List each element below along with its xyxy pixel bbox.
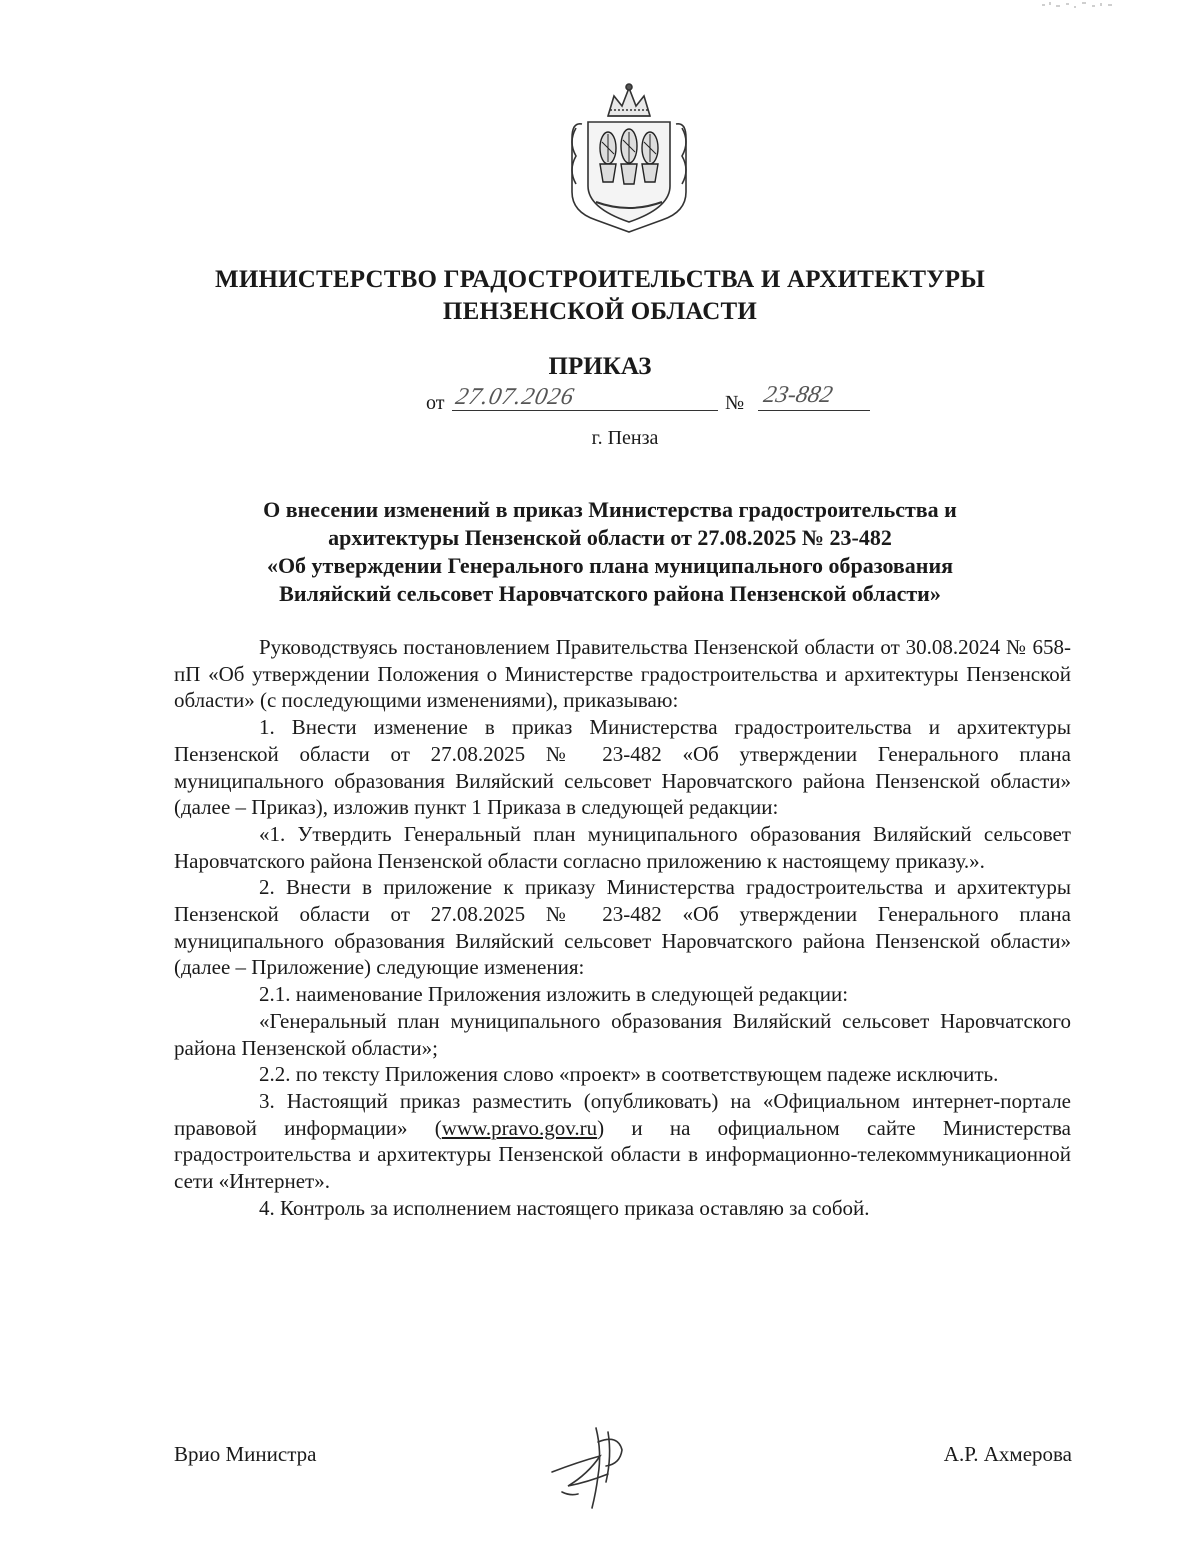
- handwritten-signature: [548, 1412, 638, 1512]
- signatory-title: Врио Министра: [174, 1442, 317, 1466]
- handwritten-date: 27.07.2026: [453, 384, 577, 410]
- document-type: ПРИКАЗ: [548, 353, 652, 380]
- body-paragraph-preamble: Руководствуясь постановлением Правительства Пензенской области от 30.08.2024 № 658-пП «Об утверждении Положения о Министерстве градостроительства и архитектуры Пензенской области» (с последующими изменениями), приказываю:: [174, 635, 1071, 713]
- number-underline: [758, 410, 870, 411]
- date-prefix: от: [426, 392, 445, 414]
- body-paragraph-2-1: 2.1. наименование Приложения изложить в следующей редакции:: [259, 982, 849, 1007]
- subject-line-1: О внесении изменений в приказ Министерства градостроительства и: [263, 497, 957, 522]
- body-paragraph-2-2: 2.2. по тексту Приложения слово «проект» в соответствующем падеже исключить.: [259, 1062, 999, 1087]
- body-paragraph-4: 4. Контроль за исполнением настоящего приказа оставляю за собой.: [259, 1195, 870, 1220]
- body-paragraph-2-1-quote: «Генеральный план муниципального образования Виляйский сельсовет Наровчатского района Пензенской области»;: [174, 1008, 1071, 1060]
- subject-line-4: Виляйский сельсовет Наровчатского района Пензенской области»: [279, 581, 941, 606]
- subject-line-3: «Об утверждении Генерального плана муниципального образования: [266, 553, 954, 578]
- document-subject: [180, 496, 1040, 608]
- ministry-name: [150, 264, 1050, 328]
- body-paragraph-3: [174, 1088, 1071, 1195]
- signatory-name: А.Р. Ахмерова: [943, 1442, 1072, 1466]
- body-paragraph-2: 2. Внести в приложение к приказу Министерства градостроительства и архитектуры Пензенской области от 27.08.2025 № 23-482 «Об утверждении Генерального плана муниципального образования Виляйский сельсовет Наровчатского района Пензенской области» (далее – Приложение) следующие изменения:: [174, 875, 1071, 980]
- paragraph-3-text-end: ) и на официальном сайте Министерства градостроительства и архитектуры Пензенской области в информационно-телекоммуникационной сети «Интернет».: [174, 1115, 1071, 1194]
- body-paragraph-1: 1. Внести изменение в приказ Министерства градостроительства и архитектуры Пензенской области от 27.08.2025 № 23-482 «Об утверждении Генерального плана муниципального образования Виляйский сельсовет Наровчатского района Пензенской области» (далее – Приказ), изложив пункт 1 Приказа в следующей редакции:: [174, 715, 1071, 820]
- number-prefix: №: [725, 392, 745, 414]
- body-paragraph-1-quote: «1. Утвердить Генеральный план муниципального образования Виляйский сельсовет Наровчатского района Пензенской области согласно приложению к настоящему приказу.».: [174, 821, 1071, 873]
- subject-line-2: архитектуры Пензенской области от 27.08.2025 № 23-482: [328, 525, 892, 550]
- paragraph-3-text-start: 3. Настоящий приказ разместить (опубликовать) на «Официальном интернет-портале правовой информации» (: [174, 1088, 1071, 1140]
- ministry-name-line-1: МИНИСТЕРСТВО ГРАДОСТРОИТЕЛЬСТВА И АРХИТЕКТУРЫ: [215, 266, 985, 293]
- ministry-name-line-2: ПЕНЗЕНСКОЙ ОБЛАСТИ: [442, 298, 758, 325]
- pravo-gov-link[interactable]: www.pravo.gov.ru: [441, 1115, 598, 1140]
- scan-noise-mark: [1040, 0, 1120, 14]
- date-number-line: [400, 382, 900, 420]
- document-body: [174, 634, 1071, 1221]
- city: г. Пенза: [591, 427, 659, 449]
- penza-coat-of-arms-icon: [566, 82, 692, 234]
- handwritten-number: 23-882: [761, 382, 835, 408]
